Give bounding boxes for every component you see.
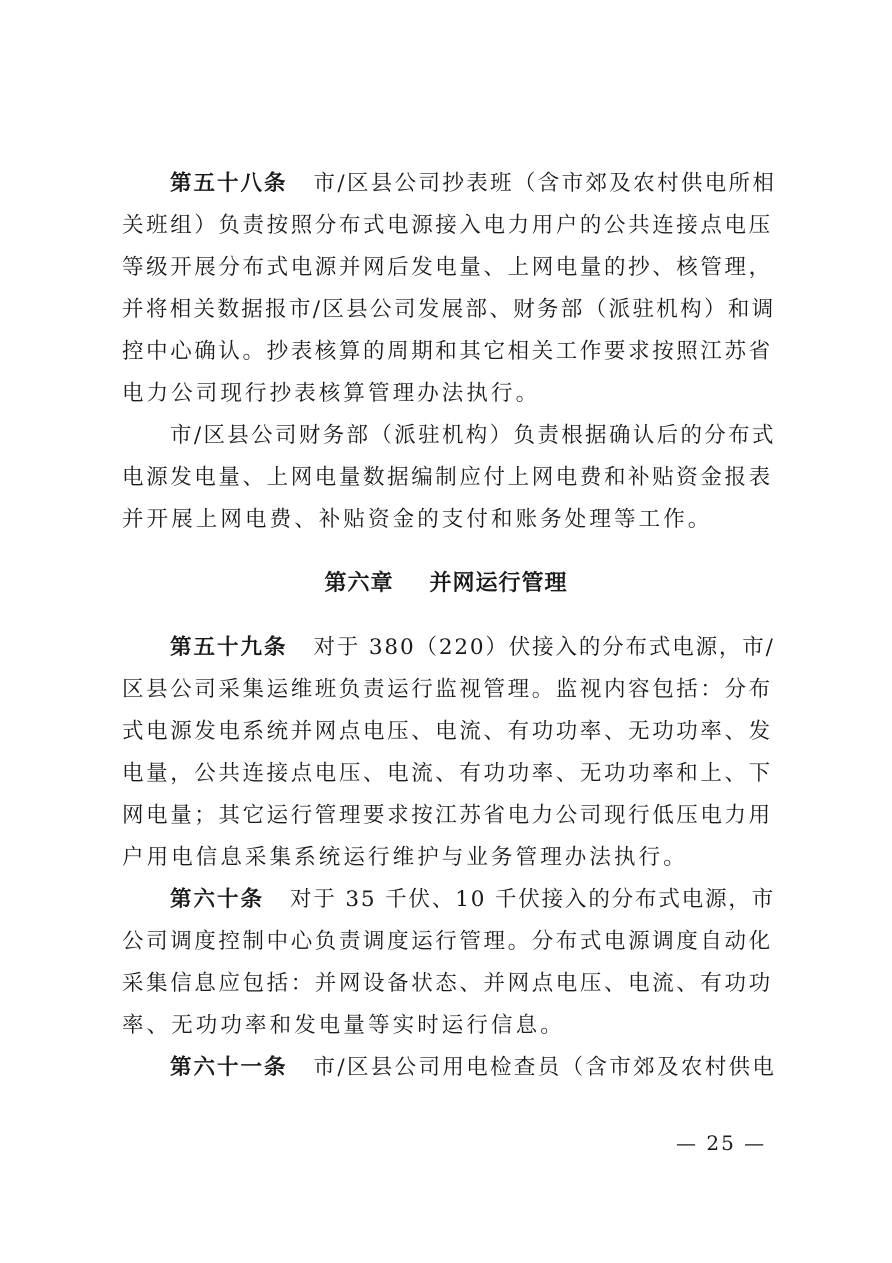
- finance-paragraph-line-1: 市/区县公司财务部（派驻机构）负责根据确认后的分布式: [170, 423, 776, 448]
- article-59-line-5: 网电量；其它运行管理要求按江苏省电力公司现行低压电力用: [122, 803, 773, 828]
- article-59-line-3: 式电源发电系统并网点电压、电流、有功功率、无功功率、发: [122, 719, 773, 744]
- article-59-line-4: 电量，公共连接点电压、电流、有功功率、无功功率和上、下: [122, 761, 773, 786]
- article-59-line-2: 区县公司采集运维班负责运行监视管理。监视内容包括：分布: [122, 677, 773, 702]
- article-59-line-1: [170, 632, 775, 664]
- article-61-line-1: [170, 1052, 776, 1084]
- article-58-line-2: 关班组）负责按照分布式电源接入电力用户的公共连接点电压: [122, 213, 773, 238]
- chapter-heading: [0, 568, 892, 600]
- page-number: — 25 —: [676, 1131, 767, 1155]
- chapter-title: 并网运行管理: [429, 571, 568, 596]
- article-59-line-6: 户用电信息采集系统运行维护与业务管理办法执行。: [122, 845, 688, 870]
- article-60-line-1: [170, 884, 775, 916]
- finance-paragraph-line-2: 电源发电量、上网电量数据编制应付上网电费和补贴资金报表: [122, 465, 773, 490]
- article-60-heading: 第六十条: [170, 887, 265, 912]
- article-58-line-5: 控中心确认。抄表核算的周期和其它相关工作要求按照江苏省: [122, 339, 773, 364]
- article-60-text: 对于 35 千伏、10 千伏接入的分布式电源，市: [290, 887, 776, 912]
- article-58-line-1: [170, 168, 776, 200]
- article-60-line-4: 率、无功功率和发电量等实时运行信息。: [122, 1013, 565, 1038]
- article-58-text: 市/区县公司抄表班（含市郊及农村供电所相: [313, 171, 777, 196]
- chapter-number: 第六章: [324, 571, 394, 596]
- finance-paragraph-line-3: 并开展上网电费、补贴资金的支付和账务处理等工作。: [122, 507, 713, 532]
- article-60-line-2: 公司调度控制中心负责调度运行管理。分布式电源调度自动化: [122, 929, 773, 954]
- article-59-text: 对于 380（220）伏接入的分布式电源，市/: [313, 635, 775, 660]
- article-61-text: 市/区县公司用电检查员（含市郊及农村供电: [313, 1055, 777, 1080]
- article-61-heading: 第六十一条: [170, 1055, 288, 1080]
- article-58-heading: 第五十八条: [170, 171, 288, 196]
- article-58-line-6: 电力公司现行抄表核算管理办法执行。: [122, 381, 541, 406]
- article-59-heading: 第五十九条: [170, 635, 288, 660]
- article-58-line-4: 并将相关数据报市/区县公司发展部、财务部（派驻机构）和调: [122, 297, 776, 322]
- article-58-line-3: 等级开展分布式电源并网后发电量、上网电量的抄、核管理，: [122, 255, 773, 280]
- article-60-line-3: 采集信息应包括：并网设备状态、并网点电压、电流、有功功: [122, 971, 773, 996]
